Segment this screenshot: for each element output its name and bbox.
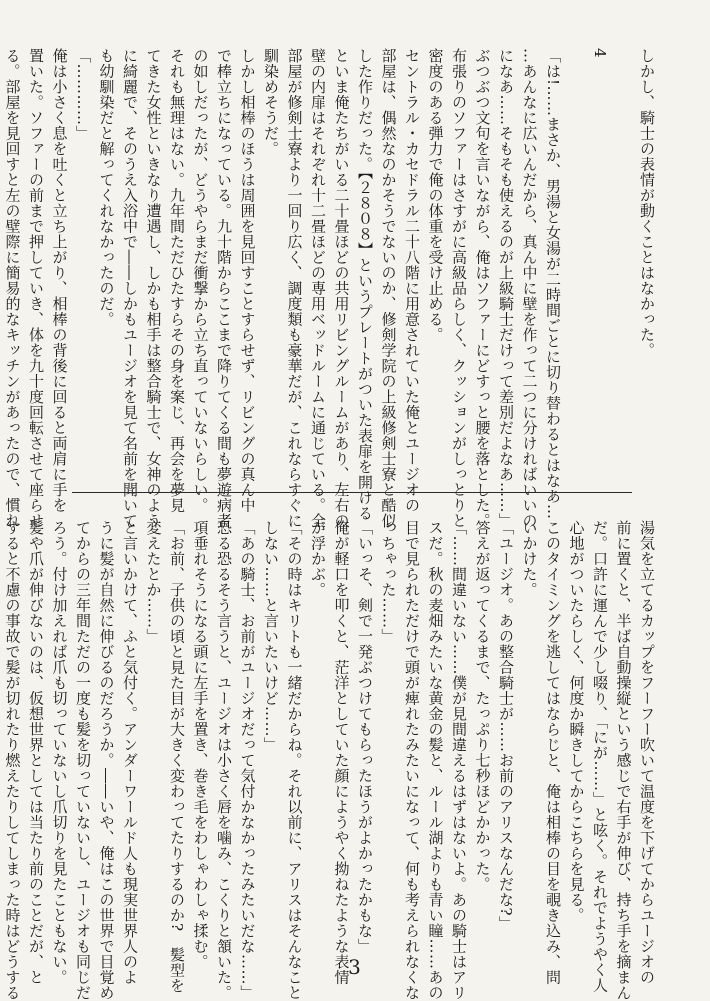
top-line: セントラル・カセドラル二十八階に用意されていた俺とユージオの [403, 48, 421, 513]
bottom-line: 恐る恐るそう言うと、ユージオは小さく唇を噛み、こくりと頷いた。 [215, 520, 233, 1001]
top-line: 部屋が修剣士寮より一回り広く、調度類も豪華だが、これならすぐに [285, 48, 304, 529]
top-line: る。部屋を見回すと左の壁際に簡易的なキッチンがあったので、慣れ [3, 48, 22, 529]
bottom-line: 「お前、子供の頃と見た目が大きく変わってたりするのか? 髪型を [168, 520, 186, 994]
top-line: といま俺たちがいる二十畳ほどの共用リビングルームがあり、左右の [332, 48, 351, 529]
page-number: 3 [348, 955, 362, 979]
bottom-line: が浮かぶ。 [309, 520, 327, 598]
top-line: で棒立ちになっている。九十階からここまで降りてくる間も夢遊病者 [215, 48, 233, 529]
top-line: 俺は小さく息を吐くと立ち上がり、相棒の背後に回ると両肩に手を [50, 48, 69, 513]
bottom-line: 「その時はキリトも一緒だからね。それ以前に、アリスはそんなこと [285, 520, 304, 1001]
top-line: も幼馴染だと解ってくれなかったのだ。 [97, 48, 116, 327]
top-line: 4 [591, 48, 609, 59]
upper-text-block [3, 48, 658, 529]
top-line: 馴染めそうだ。 [262, 48, 280, 157]
top-line: てきた女性といきなり遭遇し、しかも相手は整合騎士で、女神のよう [144, 48, 163, 529]
bottom-line: 変えたとか……」 [144, 520, 163, 644]
bottom-line: 「あの騎士、お前がユージオだって気付かなかったみたいだな……」 [238, 520, 257, 1001]
bottom-line: 俺が軽口を叩くと、茫洋としていた顔にようやく拗ねたような表情 [332, 520, 351, 985]
top-line: になあ……そもそも使えるのが上級騎士だけって差別だよなあ……」 [497, 48, 515, 529]
top-line: 「は!……まさか、男湯と女湯が二時間ごとに切り替わるとはなあ… [544, 48, 562, 520]
top-line: …あんなに広いんだから、真ん中に壁を作って二つに分ければいいの [520, 48, 539, 529]
bottom-line: 湯気を立てるカップをフーフー吹いて温度を下げてからユージオの [638, 520, 656, 985]
bottom-line: と言いかけて、ふと気付く。アンダーワールド人も現実世界人のよ [121, 520, 139, 985]
top-line: 「…………」 [74, 48, 92, 141]
bottom-line: 答えが返ってくるまで、たっぷり七秒ほどかかった。 [473, 520, 492, 892]
top-line [611, 48, 635, 468]
bottom-line: 前に置くと、半ば自動操縦という感じで右手が伸び、持ち手を摘まん [614, 520, 633, 1001]
bottom-line: 「いっそ、剣で一発ぶつけてもらったほうがよかったかもな」 [356, 520, 374, 954]
bottom-line: 心地がついたらしく、何度か瞬きしてからこちらを見る。 [567, 520, 586, 923]
bottom-line: 髪や爪が伸びないのは、仮想世界としては当たり前のことだが、と [27, 520, 45, 985]
bottom-line: 項垂れそうになる頭に左手を置き、巻き毛をわしゃわしゃ揉む。 [191, 520, 210, 970]
top-line [564, 48, 588, 468]
section-divider [72, 492, 632, 493]
bottom-line: このタイミングを逃してはならじと、俺は相棒の目を覗き込み、問 [544, 520, 562, 985]
bottom-line: っちゃった……」 [379, 520, 398, 644]
bottom-line: だ。口許に運んで少し啜り、「にが……」と呟く。それでようやく人 [591, 520, 609, 993]
bottom-line: 「ユージオ。あの整合騎士が……お前のアリスなんだな?」 [497, 520, 515, 932]
bottom-line: スだ。秋の麦畑みたいな黄金の髪と、ルール湖よりも青い瞳……あの [426, 520, 445, 1001]
bottom-line: てからの三年間ただの一度も髪を切っていないし、ユージオも同じだ [74, 520, 92, 1001]
top-line: 置いた。ソファーの前まで押していき、体を九十度回転させて座らせ [27, 48, 45, 529]
top-line: しかし相棒のほうは周囲を見回すことすらせず、リビングの真ん中 [238, 48, 257, 513]
bottom-line: 「……間違いない……僕が見間違えるはずはないよ。あの騎士はアリ [450, 520, 468, 1001]
bottom-line: うに髪が自然に伸びるのだろうか。――いや、俺はこの世界で目覚め [97, 520, 116, 1001]
top-line: 密度のある弾力で俺の体重を受け止める。 [426, 48, 445, 343]
top-line: 布張りのソファーはさすがに高級品らしく、クッションがしっとりと [450, 48, 468, 529]
bottom-line: ろう。付け加えれば爪も切っていないし爪切りを見たこともない。 [50, 520, 69, 985]
lower-text-block [3, 520, 658, 1001]
top-line: しかし、騎士の表情が動くことはなかった。 [638, 48, 656, 358]
top-line: それも無理はない。九年間ただひたすらその身を案じ、再会を夢見 [168, 48, 186, 513]
bottom-line: いかけた。 [520, 520, 539, 598]
bottom-line: しない……と言いたいけど……」 [262, 520, 280, 753]
top-line: ぶつぶつ文句を言いながら、俺はソファーにどすっと腰を落とした。 [473, 48, 492, 529]
bottom-line: 目で見られただけで頭が痺れたみたいになって、何も考えられなくな [403, 520, 421, 1001]
top-line: 部屋は、偶然なのかそうでないのか、修剣学院の上級修剣士寮と酷似 [379, 48, 398, 529]
top-line: の如しだったが、どうやらまだ衝撃から立ち直っていないらしい。 [191, 48, 210, 513]
bottom-line: すると不慮の事故で髪が切れたり燃えたりしてしまった時はどうする [3, 520, 22, 1001]
top-line: に綺麗で、そのうえ入浴中で――しかもユージオを見て名前を聞いて [121, 48, 139, 529]
top-line: 壁の内扉はそれぞれ十二畳ほどの専用ベッドルームに通じている。全 [309, 48, 327, 529]
top-line: した作りだった。【２８０８】というプレートがついた表扉を開ける [356, 48, 374, 521]
